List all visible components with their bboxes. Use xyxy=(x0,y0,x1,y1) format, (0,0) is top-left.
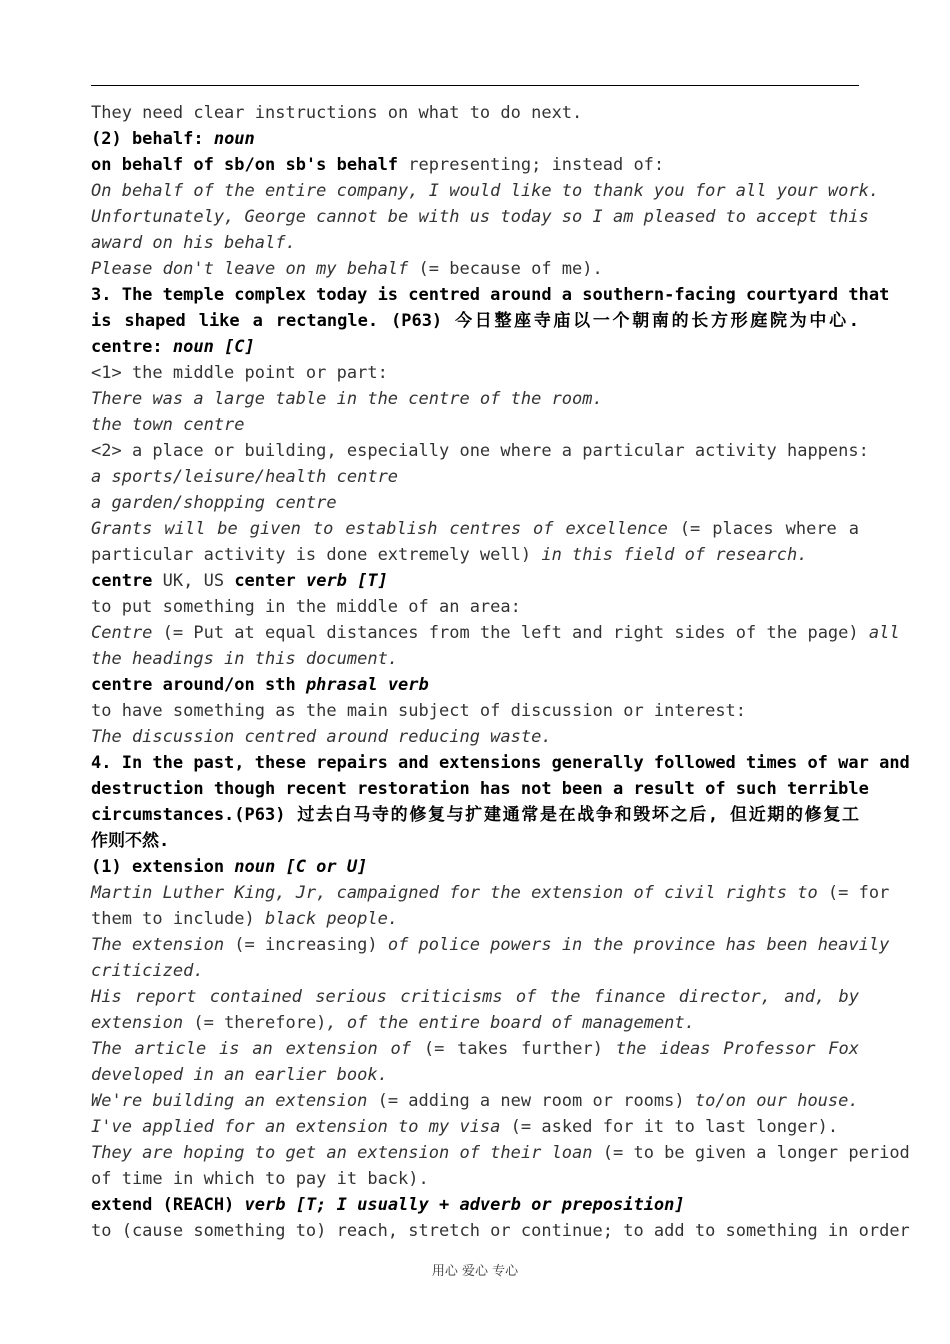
text-segment: developed in an earlier book. xyxy=(91,1065,388,1085)
text-segment: Grants will be given to establish centres of excellence xyxy=(91,519,680,539)
text-segment: extension xyxy=(91,1013,194,1033)
text-line xyxy=(91,360,859,386)
text-line xyxy=(91,880,890,906)
text-segment: (= increasing) xyxy=(234,935,388,955)
text-segment: them to include) xyxy=(91,909,265,929)
text-line xyxy=(91,230,859,256)
text-segment: They need clear instructions on what to do next. xyxy=(91,103,583,123)
header-rule xyxy=(91,85,859,86)
text-segment: criticized. xyxy=(91,961,204,981)
text-segment: <1> the middle point or part: xyxy=(91,363,388,383)
text-line xyxy=(91,672,859,698)
text-line xyxy=(91,308,859,334)
text-segment: <2> a place or building, especially one where a particular activity happens: xyxy=(91,441,869,461)
text-line xyxy=(91,1114,859,1140)
text-line xyxy=(91,438,869,464)
text-segment: His report contained serious criticisms of the finance director, and, by xyxy=(91,987,859,1007)
text-segment: noun xyxy=(213,129,255,149)
text-line xyxy=(91,854,859,880)
text-segment: noun [C or U] xyxy=(234,857,368,877)
text-segment: (= because of me). xyxy=(418,259,603,279)
text-segment: (= Put at equal distances from the left and right sides of the page) xyxy=(162,623,869,643)
text-segment: (= asked for it to last longer). xyxy=(510,1117,839,1137)
text-segment: of police powers in the province has been heavily xyxy=(387,935,890,955)
text-segment: to put something in the middle of an area: xyxy=(91,597,521,617)
text-line xyxy=(91,1062,859,1088)
text-segment: noun [C] xyxy=(172,337,255,357)
text-segment: The article is an extension of xyxy=(91,1039,424,1059)
text-segment: verb [T] xyxy=(305,571,388,591)
text-segment: (= places where a xyxy=(679,519,860,539)
text-line xyxy=(91,412,859,438)
text-line xyxy=(91,802,859,828)
text-segment: UK, US xyxy=(162,571,235,591)
text-line xyxy=(91,620,900,646)
text-line xyxy=(91,1140,910,1166)
text-segment: 3. The temple complex today is centred around a southern-facing courtyard that xyxy=(91,285,890,305)
text-segment: (2) behalf: xyxy=(91,129,214,149)
text-segment: , of the entire board of management. xyxy=(326,1013,695,1033)
text-line xyxy=(91,178,880,204)
text-line xyxy=(91,958,859,984)
text-segment: phrasal verb xyxy=(305,675,429,695)
text-segment: particular activity is done extremely well) xyxy=(91,545,542,565)
text-segment: to (cause something to) reach, stretch or continue; to add to something in order xyxy=(91,1221,910,1241)
text-line xyxy=(91,152,859,178)
text-segment: centre: xyxy=(91,337,173,357)
text-line xyxy=(91,282,890,308)
text-segment: centre around/on sth xyxy=(91,675,306,695)
text-line xyxy=(91,386,859,412)
text-line xyxy=(91,1166,859,1192)
text-segment: centre xyxy=(91,571,163,591)
text-segment: black people. xyxy=(265,909,399,929)
text-line xyxy=(91,1088,859,1114)
text-segment: to/on our house. xyxy=(694,1091,859,1111)
text-line xyxy=(91,204,869,230)
text-line xyxy=(91,1218,910,1244)
text-line xyxy=(91,724,859,750)
text-line xyxy=(91,932,890,958)
text-segment: We're building an extension xyxy=(91,1091,378,1111)
text-segment: Martin Luther King, Jr, campaigned for the extension of civil rights to xyxy=(91,883,828,903)
text-line xyxy=(91,126,859,152)
text-line xyxy=(91,1036,859,1062)
text-line xyxy=(91,568,859,594)
text-line xyxy=(91,334,859,360)
text-line xyxy=(91,1010,859,1036)
page-footer: 用心 爱心 专心 xyxy=(431,1264,519,1279)
text-segment: center xyxy=(234,571,306,591)
text-segment: in this field of research. xyxy=(541,545,808,565)
text-segment: The discussion centred around reducing waste. xyxy=(91,727,552,747)
text-segment: 作则不然. xyxy=(91,831,170,851)
text-line xyxy=(91,490,859,516)
document-body xyxy=(91,100,910,1244)
text-segment: a garden/shopping centre xyxy=(91,493,337,513)
text-segment: (= adding a new room or rooms) xyxy=(377,1091,695,1111)
text-segment: the ideas Professor Fox xyxy=(615,1039,859,1059)
text-segment: Unfortunately, George cannot be with us today so I am pleased to accept this xyxy=(91,207,869,227)
text-segment: (= for xyxy=(827,883,890,903)
text-segment: (= therefore) xyxy=(193,1013,327,1033)
text-line xyxy=(91,594,859,620)
text-segment: all xyxy=(868,623,900,643)
text-segment: (= to be given a longer period xyxy=(602,1143,910,1163)
text-segment: the town centre xyxy=(91,415,245,435)
text-segment: destruction though recent restoration has not been a result of such terrible xyxy=(91,779,869,799)
text-segment: (1) extension xyxy=(91,857,235,877)
text-segment: 4. In the past, these repairs and extensions generally followed times of war and xyxy=(91,753,910,773)
text-segment: Centre xyxy=(91,623,163,643)
text-segment: representing; instead of: xyxy=(408,155,665,175)
text-line xyxy=(91,984,859,1010)
text-segment: I've applied for an extension to my visa xyxy=(91,1117,511,1137)
text-line xyxy=(91,776,869,802)
text-line xyxy=(91,100,859,126)
text-line xyxy=(91,646,859,672)
text-line xyxy=(91,1192,859,1218)
text-segment: They are hoping to get an extension of their loan xyxy=(91,1143,603,1163)
text-line xyxy=(91,828,859,854)
text-line xyxy=(91,542,859,568)
text-segment: a sports/leisure/health centre xyxy=(91,467,399,487)
text-segment: circumstances.(P63) 过去白马寺的修复与扩建通常是在战争和毁坏之后, 但近期的修复工 xyxy=(91,805,859,825)
text-line xyxy=(91,698,859,724)
text-segment: is shaped like a rectangle. (P63) 今日整座寺庙以一个朝南的长方形庭院为中心. xyxy=(91,311,859,331)
text-line xyxy=(91,906,859,932)
text-segment: of time in which to pay it back). xyxy=(91,1169,429,1189)
text-segment: The extension xyxy=(91,935,235,955)
text-segment: (= takes further) xyxy=(423,1039,616,1059)
text-segment: award on his behalf. xyxy=(91,233,296,253)
text-line xyxy=(91,750,910,776)
text-segment: verb [T; I usually + adverb or preposition] xyxy=(244,1195,685,1215)
text-segment: to have something as the main subject of discussion or interest: xyxy=(91,701,747,721)
text-segment: extend (REACH) xyxy=(91,1195,245,1215)
text-segment: on behalf of sb/on sb's behalf xyxy=(91,155,409,175)
text-segment: There was a large table in the centre of the room. xyxy=(91,389,603,409)
text-line xyxy=(91,464,859,490)
text-segment: Please don't leave on my behalf xyxy=(91,259,419,279)
text-line xyxy=(91,516,859,542)
text-line xyxy=(91,256,859,282)
text-segment: the headings in this document. xyxy=(91,649,399,669)
text-segment: On behalf of the entire company, I would like to thank you for all your work. xyxy=(91,181,880,201)
